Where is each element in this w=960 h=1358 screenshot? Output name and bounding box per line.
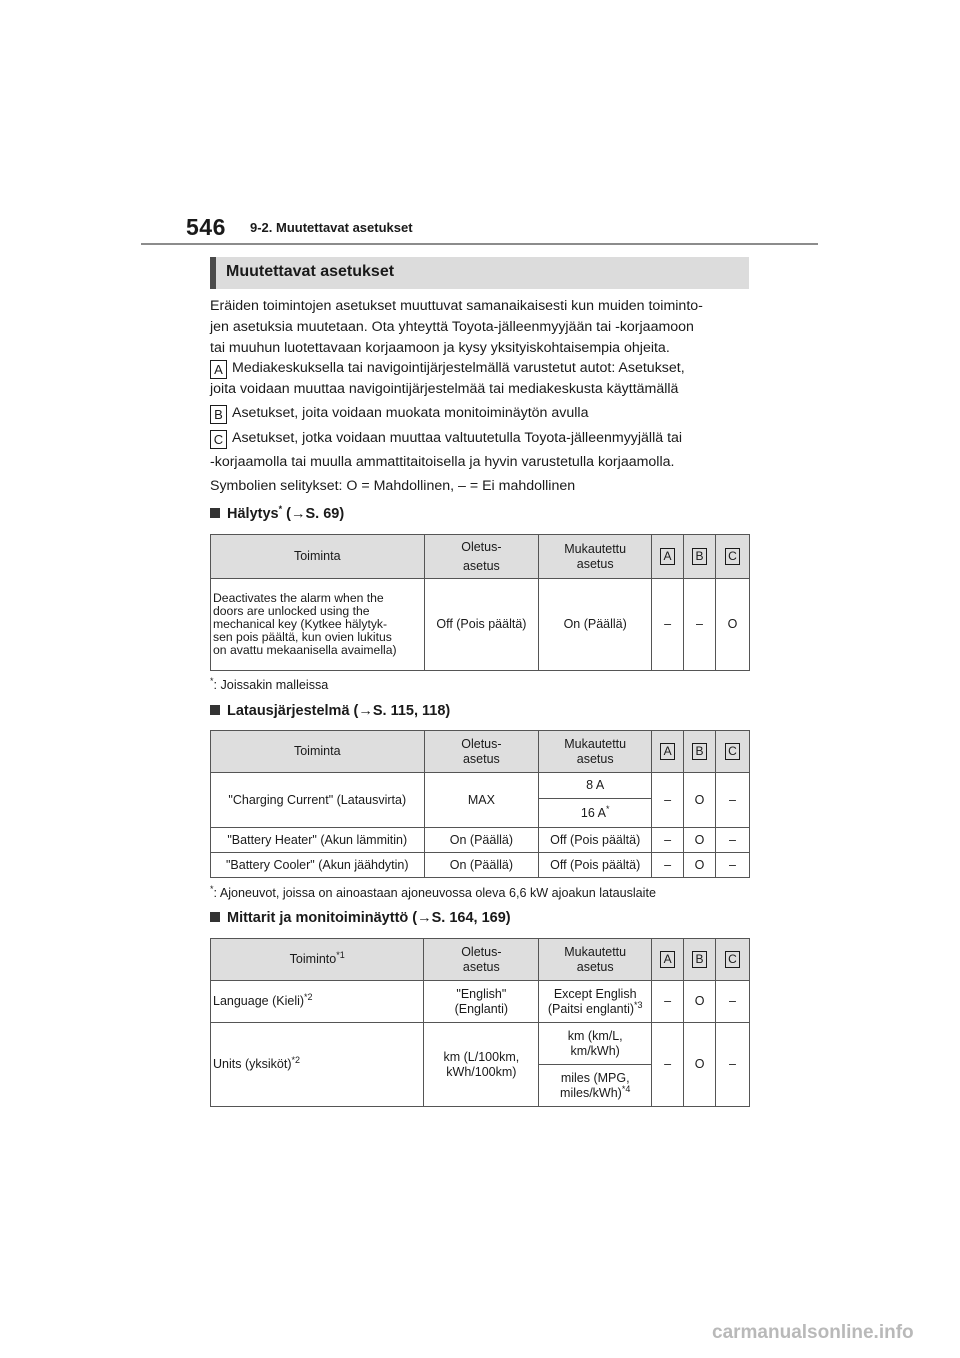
- table-row: [211, 981, 750, 1023]
- table-cell: O: [716, 579, 750, 671]
- table-header-row: [211, 535, 750, 579]
- table-cell: On (Päällä): [424, 828, 539, 853]
- charging-table: [210, 730, 750, 878]
- col-header: B: [684, 535, 716, 579]
- table-cell: Except English (Paitsi englanti)$^{*3}$: [539, 981, 652, 1023]
- page-number: 546: [186, 214, 226, 240]
- table-row: [211, 828, 750, 853]
- table-cell: Off (Pois päältä): [539, 853, 652, 878]
- meters-table: [210, 938, 750, 1107]
- table-header-row: [211, 939, 750, 981]
- alarm-table: [210, 534, 750, 671]
- col-header: B: [684, 731, 716, 773]
- table-cell: –: [652, 1023, 684, 1107]
- table-cell: On (Päällä): [424, 853, 539, 878]
- legend-b: [210, 403, 755, 424]
- letter-c-box: C: [210, 430, 227, 449]
- letter-b-box: B: [210, 405, 227, 424]
- section-header: 9-2. Muutettavat asetukset: [250, 220, 413, 235]
- table-cell: 8 A: [539, 773, 652, 799]
- watermark: carmanualsonline.info: [712, 1322, 914, 1343]
- col-header: A: [652, 939, 684, 981]
- col-header: Toiminta: [211, 731, 425, 773]
- section-heading-charging: Latausjärjestelmä (→S. 115, 118): [210, 703, 450, 719]
- section-heading-meters: Mittarit ja monitoiminäyttö (→S. 164, 169): [210, 910, 511, 926]
- table-cell: miles (MPG, miles/kWh)$^{*4}$: [539, 1065, 652, 1107]
- table-cell: Deactivates the alarm when the doors are unlocked using the mechanical key (Kytkee hälytyk- sen pois päältä, kun ovien lukitus on avattu mekaanisella avaimella): [211, 579, 425, 671]
- legend-a-text: Mediakeskuksella tai navigointijärjestelmällä varustetut autot: Asetukset,: [232, 360, 685, 376]
- table-cell: –: [716, 1023, 750, 1107]
- table-cell: Units (yksiköt)$^{*2}$: [211, 1023, 424, 1107]
- table-cell: "English" (Englanti): [424, 981, 539, 1023]
- legend-c-text: Asetukset, jotka voidaan muuttaa valtuutetulla Toyota-jälleenmyyjällä tai: [232, 430, 683, 446]
- table-cell: O: [684, 1023, 716, 1107]
- intro-line: jen asetuksia muutetaan. Ota yhteyttä Toyota-jälleenmyyjään tai -korjaamoon: [210, 319, 694, 335]
- col-header: Oletus- asetus: [424, 535, 539, 579]
- table-cell: km (km/L, km/kWh): [539, 1023, 652, 1065]
- table-cell: –: [716, 828, 750, 853]
- table-cell: –: [716, 853, 750, 878]
- table-cell: O: [684, 773, 716, 828]
- legend-b-text: Asetukset, joita voidaan muokata monitoiminäytön avulla: [232, 405, 589, 421]
- letter-a-box: A: [210, 360, 227, 379]
- table-cell: –: [652, 981, 684, 1023]
- table-cell: 16 A*: [539, 799, 652, 828]
- table-cell: –: [652, 853, 684, 878]
- col-header: C: [716, 939, 750, 981]
- table-cell: –: [684, 579, 716, 671]
- table-cell: Language (Kieli)$^{*2}$: [211, 981, 424, 1023]
- col-header: Toiminto$^{*1}$: [211, 939, 424, 981]
- symbols-legend: Symbolien selitykset: O = Mahdollinen, – = Ei mahdollinen: [210, 478, 576, 494]
- table-row: [211, 773, 750, 799]
- table-cell: "Battery Heater" (Akun lämmitin): [211, 828, 425, 853]
- table-cell: MAX: [424, 773, 539, 828]
- table-cell: O: [684, 981, 716, 1023]
- col-header: Oletus- asetus: [424, 939, 539, 981]
- square-bullet-icon: [210, 705, 220, 715]
- intro-line: tai muuhun luotettavaan korjaamoon ja kysy yksityiskohtaisempia ohjeita.: [210, 340, 670, 356]
- table-cell: –: [652, 828, 684, 853]
- header-divider: [141, 243, 818, 245]
- table-cell: –: [652, 773, 684, 828]
- square-bullet-icon: [210, 508, 220, 518]
- page-title-box: [210, 257, 749, 289]
- legend-c-text: -korjaamolla tai muulla ammattitaitoisella ja hyvin varustetulla korjaamolla.: [210, 454, 675, 470]
- table-cell: "Charging Current" (Latausvirta): [211, 773, 425, 828]
- table-row: [211, 1023, 750, 1065]
- col-header: A: [652, 535, 684, 579]
- legend-c: [210, 428, 755, 473]
- square-bullet-icon: [210, 912, 220, 922]
- col-header: B: [684, 939, 716, 981]
- table-cell: –: [716, 773, 750, 828]
- section-heading-alarm: Hälytys* (→S. 69): [210, 506, 344, 522]
- table-cell: O: [684, 828, 716, 853]
- footnote-charging: *: Ajoneuvot, joissa on ainoastaan ajoneuvossa oleva 6,6 kW ajoakun latauslaite: [210, 883, 656, 900]
- table-row: [211, 579, 750, 671]
- table-cell: Off (Pois päältä): [424, 579, 539, 671]
- col-header: Mukautettu asetus: [539, 731, 652, 773]
- col-header: C: [716, 731, 750, 773]
- table-cell: km (L/100km, kWh/100km): [424, 1023, 539, 1107]
- col-header: Oletus- asetus: [424, 731, 539, 773]
- table-header-row: [211, 731, 750, 773]
- col-header: Toiminta: [211, 535, 425, 579]
- col-header: Mukautettu asetus: [539, 535, 652, 579]
- table-cell: O: [684, 853, 716, 878]
- table-cell: –: [652, 579, 684, 671]
- intro-paragraph: [210, 296, 755, 359]
- table-row: [211, 853, 750, 878]
- legend-a-text: joita voidaan muuttaa navigointijärjestelmää tai mediakeskusta käyttämällä: [210, 381, 679, 397]
- page-title: Muutettavat asetukset: [226, 263, 395, 280]
- table-cell: On (Päällä): [539, 579, 652, 671]
- col-header: A: [652, 731, 684, 773]
- table-cell: "Battery Cooler" (Akun jäähdytin): [211, 853, 425, 878]
- table-cell: –: [716, 981, 750, 1023]
- table-cell: Off (Pois päältä): [539, 828, 652, 853]
- footnote-alarm: *: Joissakin malleissa: [210, 675, 329, 692]
- col-header: C: [716, 535, 750, 579]
- intro-line: Eräiden toimintojen asetukset muuttuvat samanaikaisesti kun muiden toiminto-: [210, 298, 703, 314]
- legend-a: [210, 358, 755, 400]
- col-header: Mukautettu asetus: [539, 939, 652, 981]
